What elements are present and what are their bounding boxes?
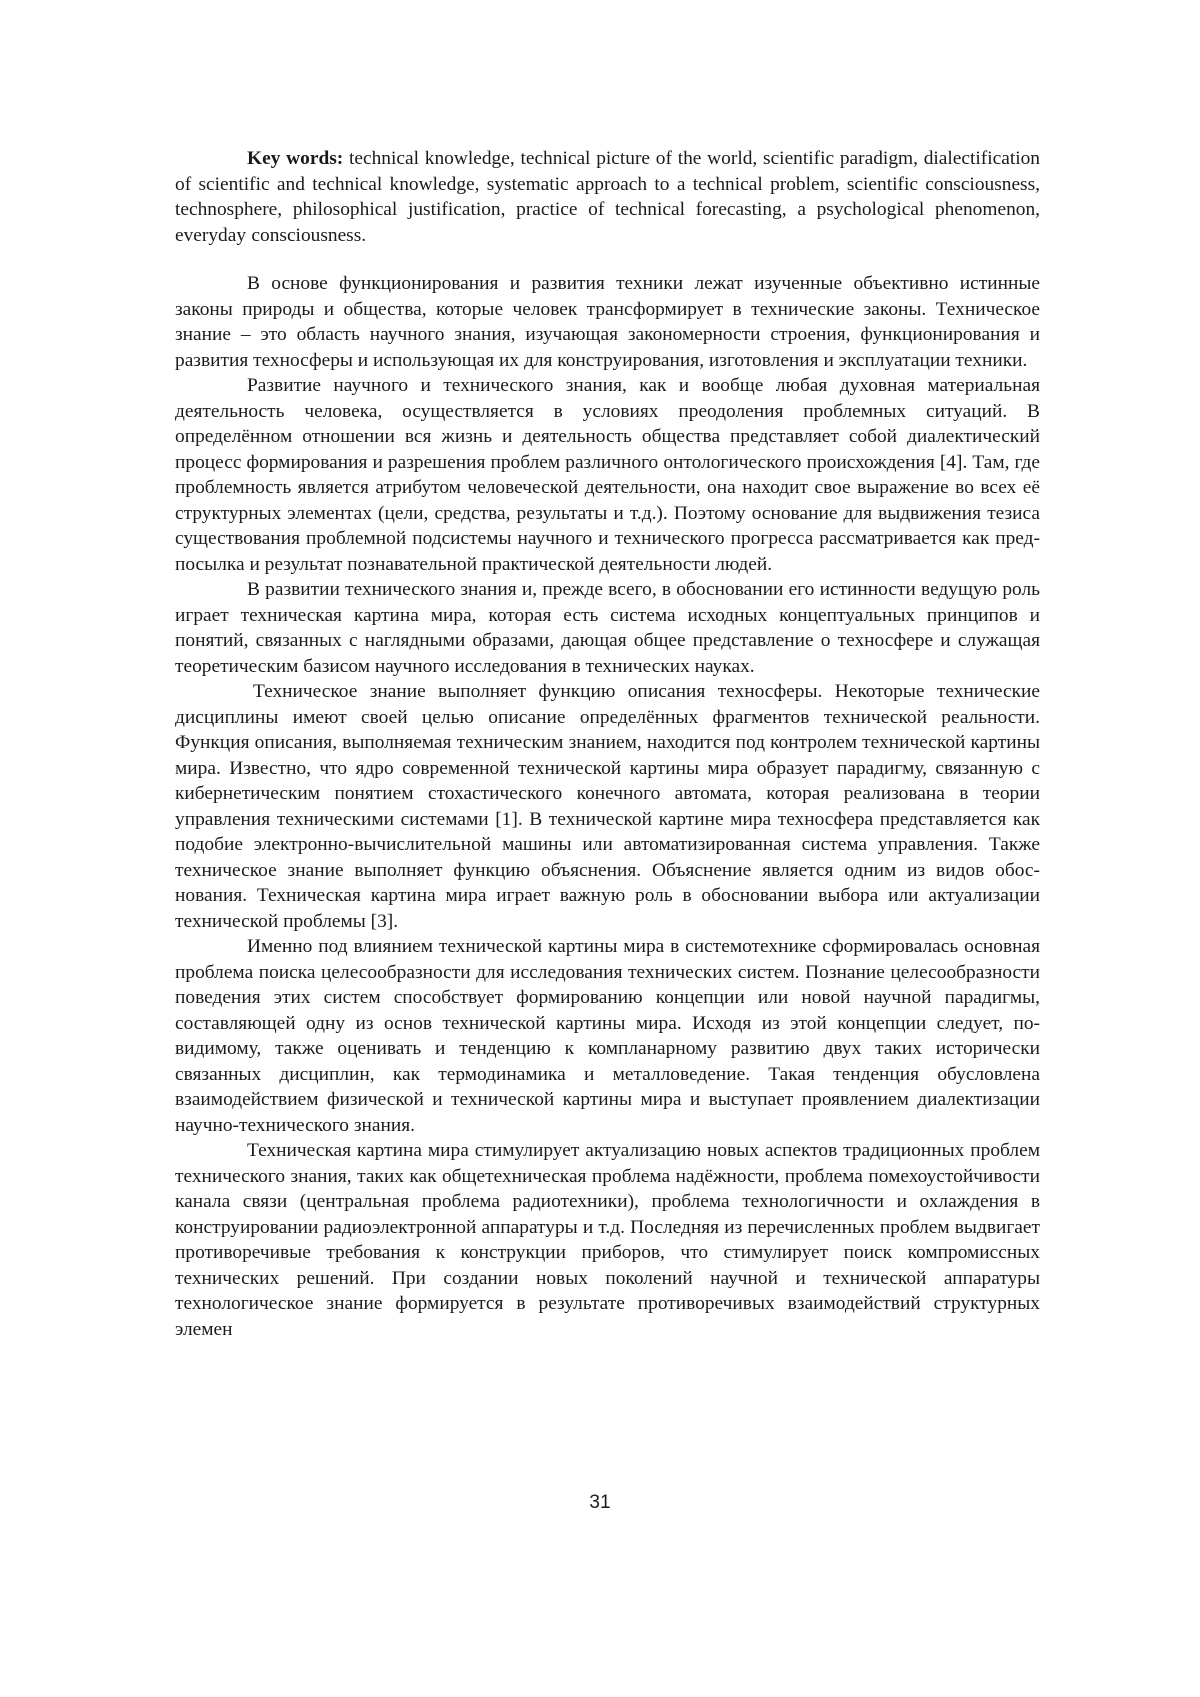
paragraph-3: В развитии технического знания и, прежде всего, в обосновании его истинности ведущую роль играет техническая картина мира, которая есть система исходных концептуальных принципов и понятий, связанных с наглядными образами, дающая общее представление о техносфере и служащая теоретическим базисом научного исследования в технических науках. — [175, 579, 1040, 677]
keywords-text: technical knowledge, technical picture of the world, scientific paradigm, dialectification of scientific and technical knowledge, systematic approach to a technical problem, scientific consciousness, technosphere, philosophical justification, practice of technical forecasting, a psychological phenomenon, everyday consciousness. — [175, 148, 1040, 246]
body-text — [175, 271, 1040, 1342]
paragraph-4: Техническое знание выполняет функцию описания техносферы. Некоторые технические дисциплины имеют своей целью описание определённых фрагментов технической реальности. Функция описания, выполняемая техническим знанием, находится под контролем технической картины мира. Известно, что ядро современной технической картины мира образует парадигму, связанную с кибернетическим понятием стохастического конечного автомата, которая реализована в теории управления техническими системами [1]. В технической картине мира техносфера представляется как подобие электронно-вычислительной машины или автоматизированная система управления. Также техническое знание выполняет функцию объяснения. Объяснение является одним из видов обоснования. Техническая картина мира играет важную роль в обосновании выбора или актуализации технической проблемы [3]. — [175, 681, 1040, 932]
paragraph-6: Техническая картина мира стимулирует актуализацию новых аспектов традиционных проблем технического знания, таких как общетехническая проблема надёжности, проблема помехоустойчивости канала связи (центральная проблема радиотехники), проблема технологичности и охлаждения в конструировании радиоэлектронной аппаратуры и т.д. Последняя из перечисленных проблем выдвигает противоречивые требования к конструкции приборов, что стимулирует поиск компромиссных технических решений. При создании новых поколений научной и технической аппаратуры технологическое знание формируется в результате противоречивых взаимодействий структурных элемен — [175, 1140, 1040, 1340]
page-number: 31 — [589, 1492, 611, 1513]
keywords-paragraph — [175, 146, 1040, 248]
paragraph-1: В основе функционирования и развития техники лежат изученные объективно истинные законы природы и общества, которые человек трансформирует в технические законы. Техническое знание – это область научного знания, изучающая закономерности строения, функционирования и развития техносферы и использующая их для конструирования, изготовления и эксплуатации техники. — [175, 273, 1040, 371]
paragraph-2: Развитие научного и технического знания, как и вообще любая духовная материальная деятельность человека, осуществляется в условиях преодоления проблемных ситуаций. В определённом отношении вся жизнь и деятельность общества представляет собой диалектический процесс формирования и разрешения проблем различного онтологического происхождения [4]. Там, где проблемность является атрибутом человеческой деятельности, она находит свое выражение во всех её структурных элементах (цели, средства, результаты и т.д.). Поэтому основание для выдвижения тезиса существования проблемной подсистемы научного и технического прогресса рассматривается как предпосылка и результат познавательной практической деятельности людей. — [175, 375, 1040, 575]
keywords-label: Key words: — [247, 148, 344, 169]
keywords-section — [175, 146, 1040, 248]
paragraph-5: Именно под влиянием технической картины мира в системотехнике сформировалась основная проблема поиска целесообразности для исследования технических систем. Познание целесообразности поведения этих систем способствует формированию концепции или новой научной парадигмы, составляющей одну из основ технической картины мира. Исходя из этой концепции следует, по-видимому, также оценивать и тенденцию к компланарному развитию двух таких исторически связанных дисциплин, как термодинамика и металловедение. Такая тенденция обусловлена взаимодействием физической и технической картины мира и выступает проявлением диалектизации научно-технического знания. — [175, 936, 1040, 1136]
